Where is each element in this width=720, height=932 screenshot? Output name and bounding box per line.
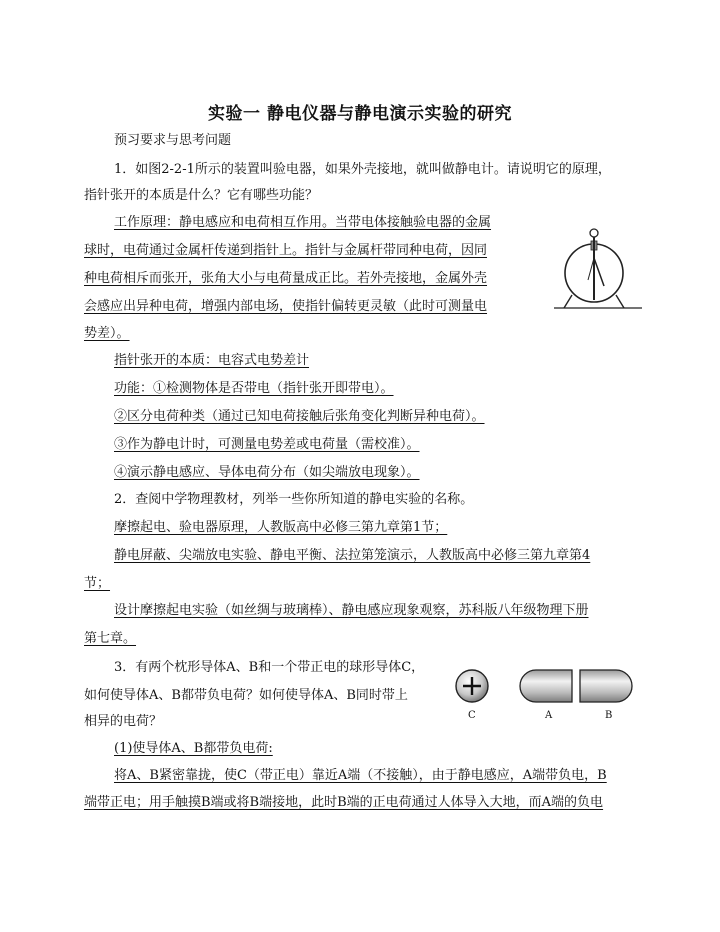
question-1-line-2: 指针张开的本质是什么？它有哪些功能？ [84,188,319,203]
function-line-1: 功能：①检测物体是否带电（指针张开即带电）。 [114,381,394,396]
essence-line: 指针张开的本质：电容式电势差计 [114,353,310,368]
question-3-line-3: 相异的电荷？ [84,714,163,729]
label-c: C [468,710,476,721]
label-a: A [545,710,553,721]
function-line-4: ④演示静电感应、导体电荷分布（如尖端放电现象）。 [114,465,420,480]
principle-line-5: 势差）。 [84,326,130,341]
q3-answer-line-2: 端带正电；用手触摸B端或将B端接地，此时B端的正电荷通过人体导入大地，而A端的负电 [84,795,604,810]
electroscope-figure [552,228,646,314]
principle-line-1: 工作原理：静电感应和电荷相互作用。当带电体接触验电器的金属 [114,215,492,230]
metal-ball [590,229,598,237]
label-b: B [605,710,613,721]
question-2: 2．查阅中学物理教材，列举一些你所知道的静电实验的名称。 [114,492,474,507]
function-line-2: ②区分电荷种类（通过已知电荷接触后张角变化判断异种电荷）。 [114,409,485,424]
conductor-b [580,670,632,702]
case-leg-left [564,295,572,308]
q3-answer-heading: (1)使导体A、B都带负电荷: [114,741,273,756]
function-line-3: ③作为静电计时，可测量电势差或电荷量（需校准）。 [114,437,420,452]
principle-line-2: 球时，电荷通过金属杆传递到指针上。指针与金属杆带同种电荷，因同 [84,243,488,258]
principle-line-3: 种电荷相斥而张开，张角大小与电荷量成正比。若外壳接地，金属外壳 [84,271,488,286]
question-3-line-2: 如何使导体A、B都带负电荷？如何使导体A、B同时带上 [84,688,408,703]
conductors-figure [452,664,642,708]
q2-answer-line-1: 摩擦起电、验电器原理，人教版高中必修三第九章第1节； [114,520,448,535]
q2-answer-line-4: 设计摩擦起电实验（如丝绸与玻璃棒）、静电感应现象观察，苏科版八年级物理下册 [114,603,589,618]
question-1-line-1: 1．如图2-2-1所示的装置叫验电器，如果外壳接地，就叫做静电计。请说明它的原理， [114,162,611,177]
conductor-a [520,670,572,702]
page-title: 实验一 静电仪器与静电演示实验的研究 [208,104,512,124]
case-leg-right [616,295,624,308]
q2-answer-line-3: 节； [84,576,111,591]
q2-answer-line-5: 第七章。 [84,631,137,646]
q3-answer-line-1: 将A、B紧密靠拢，使C（带正电）靠近A端（不接触），由于静电感应，A端带负电，B [114,768,607,783]
principle-line-4: 会感应出异种电荷，增强内部电场，使指针偏转更灵敏（此时可测量电 [84,299,488,314]
subtitle: 预习要求与思考问题 [114,133,232,148]
q2-answer-line-2: 静电屏蔽、尖端放电实验、静电平衡、法拉第笼演示，人教版高中必修三第九章第4 [114,548,591,563]
needle-pointer [594,258,604,286]
question-3-line-1: 3．有两个枕形导体A、B和一个带正电的球形导体C， [114,660,425,675]
